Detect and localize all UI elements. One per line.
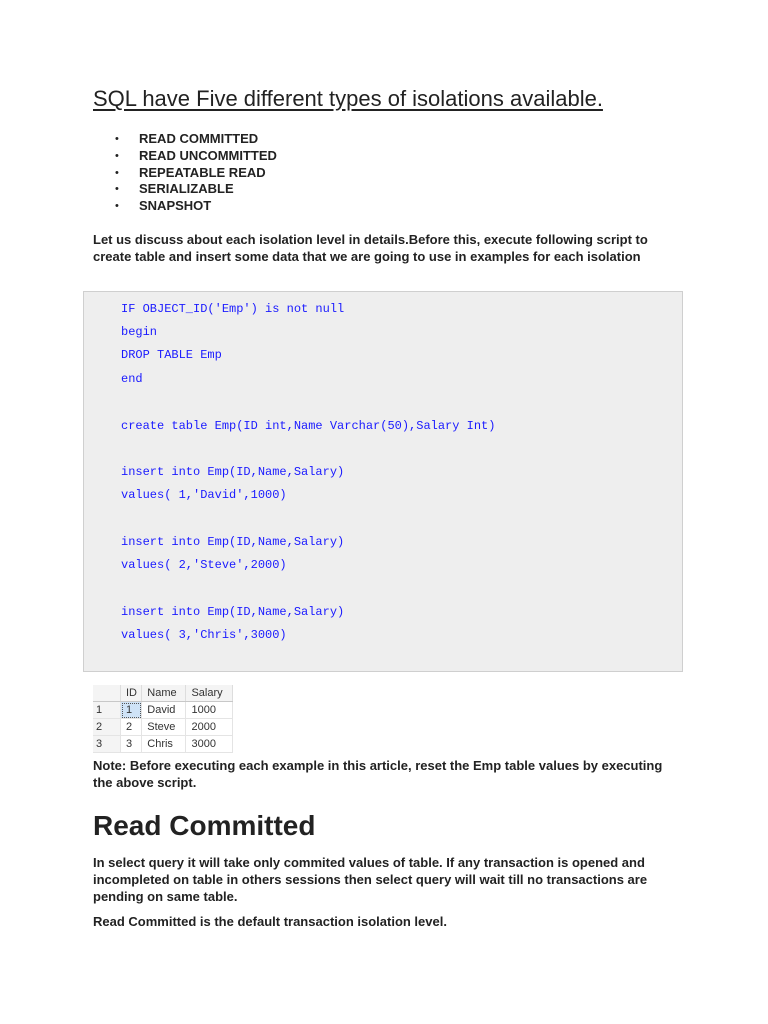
code-line: values( 2,'Steve',2000)	[121, 558, 287, 572]
row-number-cell: 1	[93, 702, 121, 719]
grid-cell[interactable]: Steve	[142, 719, 186, 736]
list-item-label: READ COMMITTED	[139, 131, 259, 146]
code-line: insert into Emp(ID,Name,Salary)	[121, 605, 345, 619]
code-line: IF OBJECT_ID('Emp') is not null	[121, 302, 345, 316]
bullet-icon: •	[115, 149, 119, 162]
code-line: end	[121, 372, 143, 386]
code-line: values( 3,'Chris',3000)	[121, 628, 287, 642]
table-row	[93, 719, 233, 736]
body-paragraph: In select query it will take only commited values of table. If any transaction is opened and incompleted on table in others sessions then select query will wait till no transactions are pending on same table.	[93, 855, 648, 904]
row-number-cell: 3	[93, 736, 121, 753]
grid-cell[interactable]: 2000	[186, 719, 233, 736]
table-row	[93, 736, 233, 753]
body-paragraph: Read Committed is the default transaction isolation level.	[93, 914, 447, 929]
code-line: DROP TABLE Emp	[121, 348, 222, 362]
column-header: ID	[121, 685, 142, 702]
grid-cell[interactable]: 2	[121, 719, 142, 736]
grid-header-row	[93, 685, 233, 702]
list-item-label: SNAPSHOT	[139, 198, 212, 214]
code-line: begin	[121, 325, 158, 339]
grid-cell[interactable]: David	[142, 702, 186, 719]
grid-cell[interactable]: 3000	[186, 736, 233, 753]
row-number-cell: 2	[93, 719, 121, 736]
bullet-icon: •	[115, 166, 119, 179]
bullet-icon: •	[115, 200, 119, 213]
query-results-grid	[93, 685, 233, 753]
section-heading: Read Committed	[93, 810, 316, 841]
list-item	[93, 198, 277, 215]
code-line: values( 1,'David',1000)	[121, 488, 287, 502]
column-header: Name	[142, 685, 186, 702]
list-item	[93, 148, 277, 165]
grid-cell[interactable]: 1	[121, 702, 142, 719]
table-row	[93, 702, 233, 719]
isolation-level-list	[93, 131, 277, 215]
code-line: insert into Emp(ID,Name,Salary)	[121, 535, 345, 549]
grid-cell[interactable]: 1000	[186, 702, 233, 719]
note-paragraph: Note: Before executing each example in this article, reset the Emp table values by executing the above script.	[93, 758, 663, 790]
grid-cell[interactable]: 3	[121, 736, 142, 753]
row-number-header	[93, 685, 121, 702]
bullet-icon: •	[115, 183, 119, 196]
page-title: SQL have Five different types of isolations available.	[93, 86, 603, 111]
column-header: Salary	[186, 685, 233, 702]
list-item	[93, 165, 277, 182]
bullet-icon: •	[115, 133, 119, 145]
list-item-label: REPEATABLE READ	[139, 164, 266, 180]
list-item	[93, 131, 277, 148]
intro-paragraph: Let us discuss about each isolation level in details.Before this, execute following script to create table and insert some data that we are going to use in examples for each isolation	[93, 232, 648, 264]
code-line: create table Emp(ID int,Name Varchar(50),Salary Int)	[121, 419, 496, 433]
list-item	[93, 181, 277, 198]
grid-cell[interactable]: Chris	[142, 736, 186, 753]
code-line: insert into Emp(ID,Name,Salary)	[121, 465, 345, 479]
code-block	[83, 291, 683, 672]
list-item-label: READ UNCOMMITTED	[139, 147, 277, 163]
list-item-label: SERIALIZABLE	[139, 181, 234, 197]
